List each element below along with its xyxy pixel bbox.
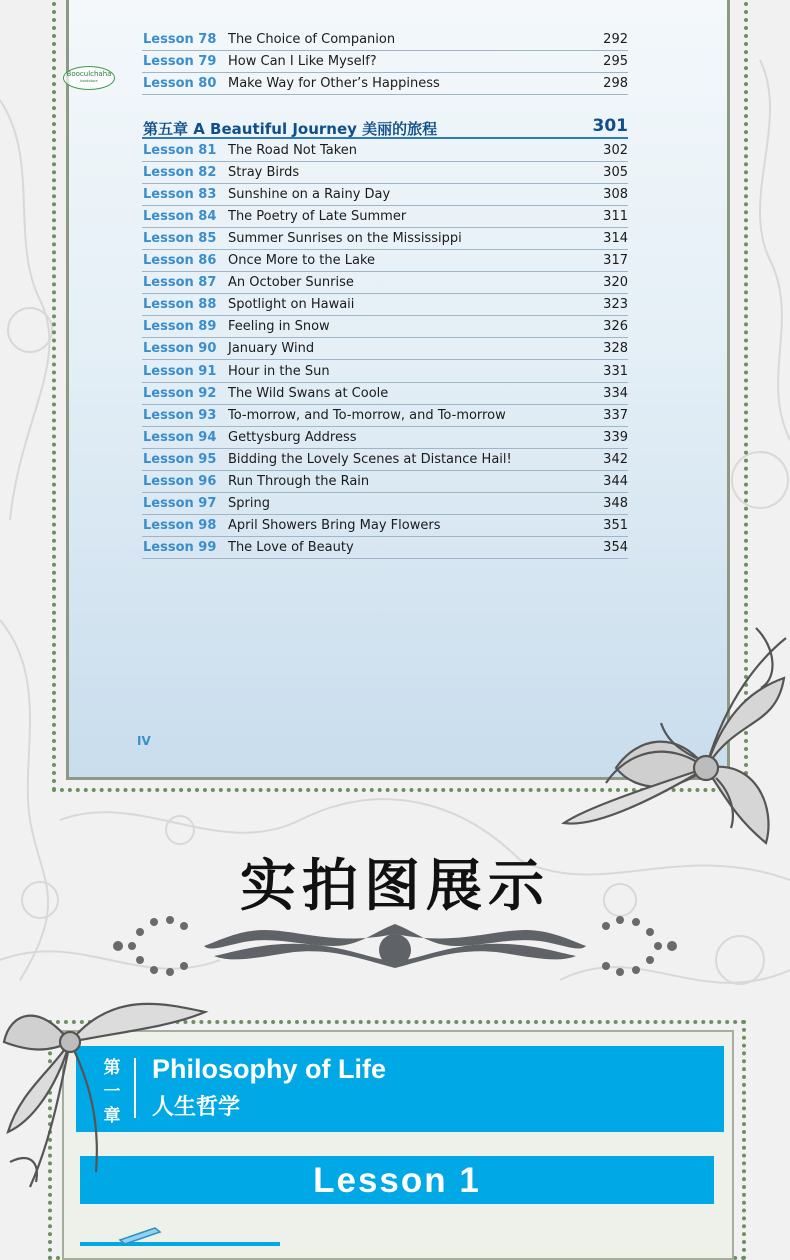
- lesson-title: To-morrow, and To-morrow, and To-morrow: [228, 407, 506, 423]
- page-ref: 305: [603, 164, 628, 180]
- lesson-number: Lesson 96: [143, 474, 217, 489]
- toc-row: [142, 184, 628, 206]
- page-ref: 328: [603, 341, 628, 357]
- lesson-number: Lesson 94: [143, 429, 217, 445]
- ribbon-bow-icon: [556, 618, 790, 850]
- toc-row: [142, 29, 628, 51]
- lesson-number: Lesson 88: [143, 297, 217, 313]
- page-ref: 295: [603, 54, 628, 70]
- toc-row: [142, 361, 628, 383]
- stamp-subtext: bookstore: [80, 79, 98, 83]
- lesson-number: Lesson 89: [143, 319, 217, 335]
- toc-row: [142, 294, 628, 316]
- toc-row: [142, 140, 628, 162]
- lesson-title: Hour in the Sun: [228, 363, 330, 379]
- ornament-divider-icon: [104, 912, 686, 980]
- chapter-title: 第五章 A Beautiful Journey 美丽的旅程: [143, 120, 438, 138]
- lesson-number: Lesson 97: [143, 496, 217, 512]
- page-ref: 323: [603, 297, 628, 313]
- lesson-number: Lesson 78: [143, 32, 217, 47]
- page-ref: 308: [603, 186, 628, 202]
- toc-row: [142, 427, 628, 449]
- page-number: IV: [137, 734, 151, 748]
- lesson-title: The Choice of Companion: [228, 32, 396, 47]
- lesson-number: Lesson 86: [143, 253, 217, 268]
- lesson-title: An October Sunrise: [228, 275, 354, 291]
- toc-row: [142, 228, 628, 250]
- bookstore-stamp: [63, 66, 115, 90]
- page-ref: 344: [603, 474, 628, 489]
- toc-row: [142, 316, 628, 338]
- chapter-title-en: Philosophy of Life: [152, 1054, 386, 1084]
- lesson-number: Lesson 95: [143, 451, 217, 467]
- page-ref: 331: [603, 363, 628, 379]
- lesson-number: Lesson 80: [143, 76, 217, 92]
- chapter-5-row: [142, 117, 628, 139]
- lesson-number: Lesson 81: [143, 142, 217, 158]
- page-ref: 320: [603, 275, 628, 291]
- lesson-number: Lesson 84: [143, 208, 217, 224]
- lesson-title: Once More to the Lake: [228, 253, 376, 268]
- lesson-number: Lesson 93: [143, 407, 217, 423]
- stamp-text: Booculchaha: [66, 70, 112, 78]
- lesson-title: The Wild Swans at Coole: [228, 385, 389, 401]
- lesson-title: April Showers Bring May Flowers: [228, 518, 441, 534]
- lesson-title: Make Way for Other’s Happiness: [228, 76, 440, 92]
- pen-icon: [80, 1224, 290, 1248]
- toc-row: [142, 537, 628, 559]
- toc-row: [142, 206, 628, 228]
- page-ref: 351: [603, 518, 628, 534]
- lesson-number: Lesson 82: [143, 164, 217, 180]
- lesson-number: Lesson 91: [143, 363, 217, 379]
- lesson-number: Lesson 79: [143, 54, 217, 70]
- lesson-title: The Poetry of Late Summer: [228, 208, 407, 224]
- page-ref: 314: [603, 230, 628, 246]
- lesson-title: How Can I Like Myself?: [228, 54, 377, 70]
- lesson-title: Stray Birds: [228, 164, 300, 180]
- toc-row: [142, 51, 628, 73]
- toc-row: [142, 338, 628, 360]
- lesson-number: Lesson 87: [143, 275, 217, 291]
- lesson-title: Gettysburg Address: [228, 429, 357, 445]
- toc-row: [142, 73, 628, 95]
- lesson-banner: Lesson 1: [80, 1156, 714, 1204]
- photo-display-heading: 实拍图展示: [240, 853, 550, 919]
- ribbon-corner-icon: [0, 982, 220, 1192]
- page-ref: 339: [603, 429, 628, 445]
- lesson-title: The Road Not Taken: [228, 142, 358, 158]
- page-ref: 337: [603, 407, 628, 423]
- page-ref: 302: [603, 142, 628, 158]
- lesson-title: January Wind: [228, 341, 315, 357]
- lesson-number: Lesson 98: [143, 518, 217, 534]
- page-ref: 326: [603, 319, 628, 335]
- page-ref: 334: [603, 385, 628, 401]
- page-ref: 317: [603, 253, 628, 268]
- toc-row: [142, 272, 628, 294]
- lesson-title: The Love of Beauty: [228, 540, 354, 556]
- lesson-number: Lesson 83: [143, 186, 217, 202]
- chapter-title-cn: 人生哲学: [152, 1095, 241, 1120]
- lesson-title: Summer Sunrises on the Mississippi: [228, 230, 462, 246]
- toc-row: [142, 515, 628, 537]
- page-ref: 348: [603, 496, 628, 512]
- lesson-title: Run Through the Rain: [228, 474, 370, 489]
- lesson-number: Lesson 90: [143, 341, 217, 357]
- page-ref: 298: [603, 76, 628, 92]
- page-ref: 342: [603, 451, 628, 467]
- page-ref: 292: [603, 32, 628, 47]
- toc-row: [142, 471, 628, 493]
- chapter-page: 301: [592, 116, 628, 136]
- lesson-title: Spotlight on Hawaii: [228, 297, 355, 313]
- lesson-number: Lesson 85: [143, 230, 217, 246]
- lesson-title: Bidding the Lovely Scenes at Distance Hail!: [228, 451, 512, 467]
- toc-row: [142, 405, 628, 427]
- toc-row: [142, 383, 628, 405]
- lesson-title: Spring: [228, 496, 270, 512]
- toc-row: [142, 162, 628, 184]
- lesson-title: Sunshine on a Rainy Day: [228, 186, 391, 202]
- toc-row: [142, 449, 628, 471]
- chapter-mark: 第 一 章: [103, 1058, 121, 1126]
- page-ref: 311: [603, 208, 628, 224]
- lesson-title: Feeling in Snow: [228, 319, 330, 335]
- lesson-number: Lesson 92: [143, 385, 217, 401]
- lesson-number: Lesson 99: [143, 540, 217, 556]
- toc-row: [142, 493, 628, 515]
- toc-row: [142, 250, 628, 272]
- page-ref: 354: [603, 540, 628, 556]
